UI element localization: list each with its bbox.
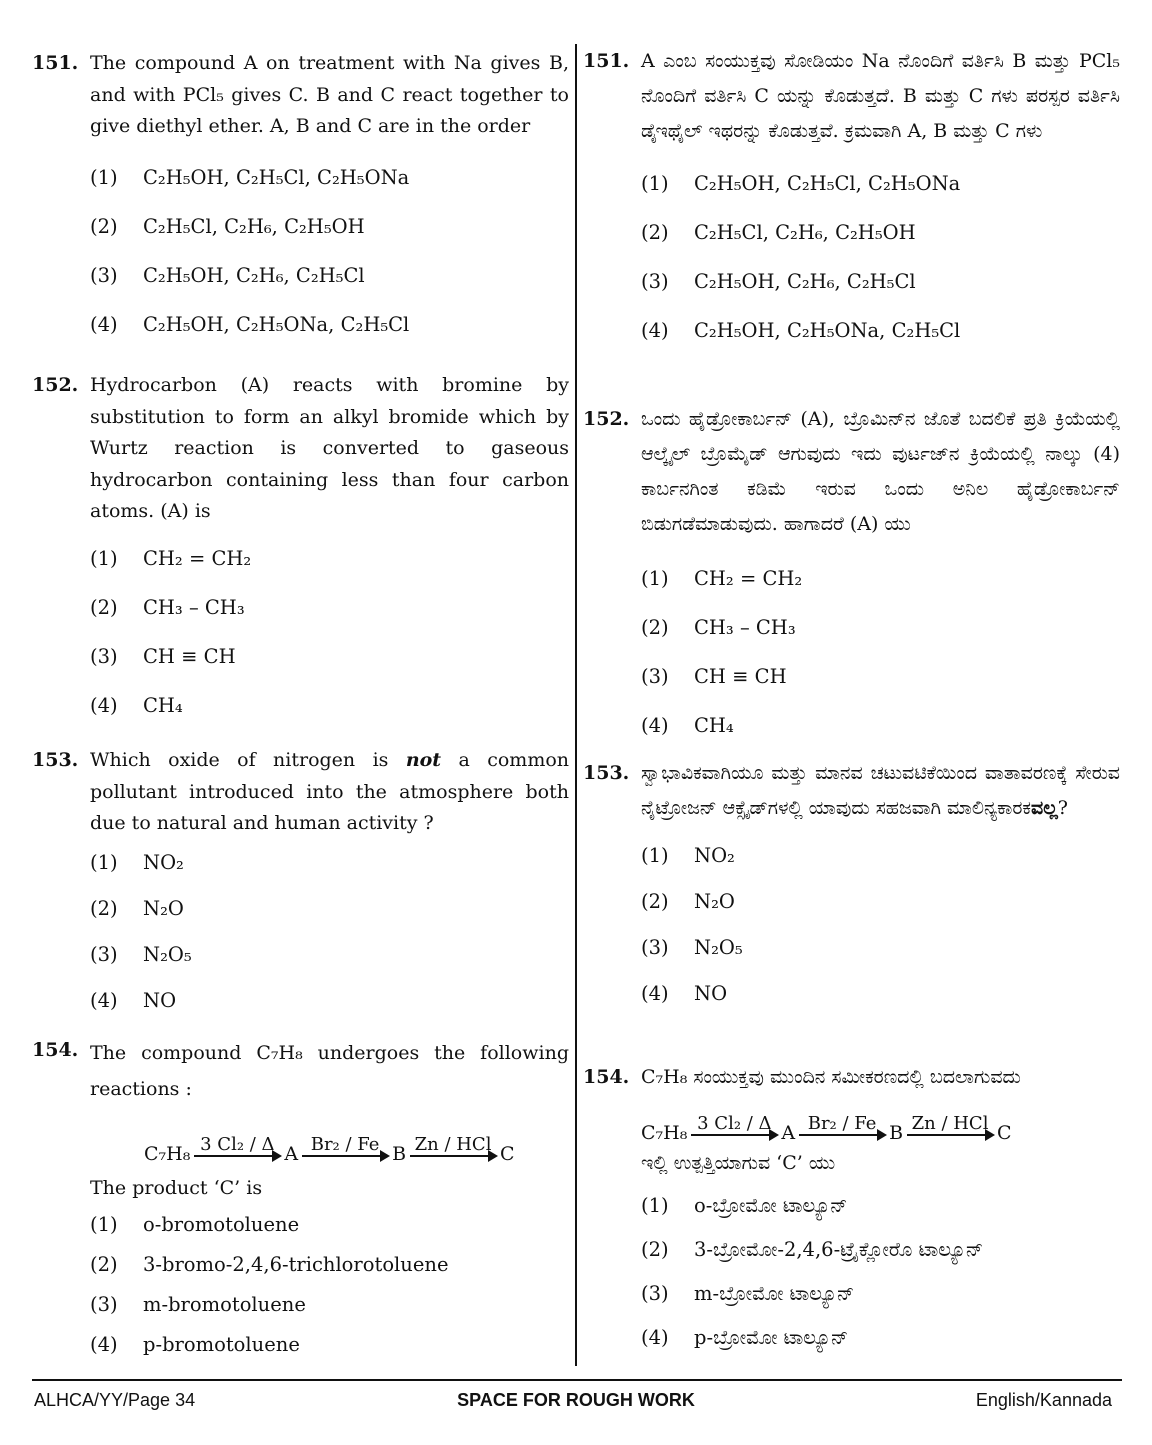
rough-work-label: SPACE FOR ROUGH WORK xyxy=(457,1390,695,1410)
option-3: (3) N₂O₅ xyxy=(90,943,192,966)
column-divider xyxy=(575,44,577,1366)
option-4: (4) CH₄ xyxy=(90,693,183,717)
option-2: (2) C₂H₅Cl, C₂H₆, C₂H₅OH xyxy=(641,221,916,244)
arrow-icon xyxy=(691,1134,777,1136)
question-151-kn xyxy=(583,44,1120,355)
option-4: (4) NO xyxy=(90,989,177,1012)
reaction-scheme: C₇H₈ 3 Cl₂ / Δ A Br₂ / Fe B Zn / HCl C xyxy=(144,1134,515,1165)
option-3: (3) C₂H₅OH, C₂H₆, C₂H₅Cl xyxy=(641,270,916,293)
page-id: ALHCA/YY/Page 34 xyxy=(34,1390,196,1410)
arrow-icon xyxy=(194,1155,280,1157)
option-4: (4) NO xyxy=(641,981,728,1005)
question-prompt: The product ‘C’ is xyxy=(90,1177,263,1199)
option-3: (3) N₂O₅ xyxy=(641,935,743,959)
question-152-en xyxy=(32,370,569,730)
option-1: (1) CH₂ = CH₂ xyxy=(641,567,803,590)
question-number: 151. xyxy=(32,52,79,74)
option-1: (1) NO₂ xyxy=(641,843,735,867)
question-number: 154. xyxy=(32,1039,79,1061)
arrow-icon xyxy=(907,1134,993,1136)
option-4: (4) C₂H₅OH, C₂H₅ONa, C₂H₅Cl xyxy=(90,312,410,336)
option-4: (4) p-ಬ್ರೋಮೋ ಟಾಲ್ಯೂನ್ xyxy=(641,1325,849,1349)
option-2: (2) 3-ಬ್ರೋಮೋ-2,4,6-ಟ್ರೈಕ್ಲೋರೊ ಟಾಲ್ಯೂನ್ xyxy=(641,1237,984,1261)
question-number: 151. xyxy=(583,50,630,72)
option-1: (1) CH₂ = CH₂ xyxy=(90,546,252,570)
question-number: 152. xyxy=(583,408,630,430)
option-4: (4) p-bromotoluene xyxy=(90,1332,300,1356)
question-text: ಒಂದು ಹೈಡ್ರೋಕಾರ್ಬನ್ (A), ಬ್ರೊಮಿನ್‌ನ ಜೊತೆ ಬದಲಿಕೆ ಪ್ರತಿ ಕ್ರಿಯೆಯಲ್ಲಿ ಆಲ್ಕೈಲ್ ಬ್ರೊಮೈಡ್ ಆಗುವುದು ಇದು ವುರ್ಟಜ್‌ನ ಕ್ರಿಯೆಯಲ್ಲಿ ನಾಲ್ಕು (4) ಕಾರ್ಬನಗಿಂತ ಕಡಿಮೆ ಇರುವ ಒಂದು ಅನಿಲ ಹೈಡ್ರೋಕಾರ್ಬನ್ ಬಿಡುಗಡೆಮಾಡುವುದು. ಹಾಗಾದರೆ (A) ಯು xyxy=(641,408,1120,535)
question-153-en xyxy=(32,745,569,1024)
option-2: (2) N₂O xyxy=(90,897,184,920)
question-prompt: ಇಲ್ಲಿ ಉತ್ಪತ್ತಿಯಾಗುವ ‘C’ ಯು xyxy=(641,1152,836,1174)
option-4: (4) C₂H₅OH, C₂H₅ONa, C₂H₅Cl xyxy=(641,319,961,342)
option-3: (3) m-ಬ್ರೋಮೋ ಟಾಲ್ಯೂನ್ xyxy=(641,1281,855,1305)
option-2: (2) CH₃ – CH₃ xyxy=(90,595,245,619)
question-text: The compound A on treatment with Na gives B, and with PCl₅ gives C. B and C react together to give diethyl ether. A, B and C are in the order xyxy=(90,52,569,137)
question-number: 153. xyxy=(583,762,630,784)
question-number: 153. xyxy=(32,749,79,771)
option-1: (1) NO₂ xyxy=(90,851,184,874)
option-1: (1) o-ಬ್ರೋಮೋ ಟಾಲ್ಯೂನ್ xyxy=(641,1193,848,1217)
question-text: A ಎಂಬ ಸಂಯುಕ್ತವು ಸೋಡಿಯಂ Na ನೊಂದಿಗೆ ವರ್ತಿಸಿ B ಮತ್ತು PCl₅ ನೊಂದಿಗೆ ವರ್ತಿಸಿ C ಯನ್ನು ಕೊಡುತ್ತದೆ. B ಮತ್ತು C ಗಳು ಪರಸ್ಪರ ವರ್ತಿಸಿ ಡೈಇಥೈಲ್ ಇಥರನ್ನು ಕೊಡುತ್ತವೆ. ಕ್ರಮವಾಗಿ A, B ಮತ್ತು C ಗಳು xyxy=(641,50,1120,142)
question-text: Which oxide of nitrogen is not a common pollutant introduced into the atmosphere both due to natural and human activity ? xyxy=(90,749,570,834)
option-2: (2) 3-bromo-2,4,6-trichlorotoluene xyxy=(90,1252,449,1276)
option-3: (3) CH ≡ CH xyxy=(641,665,787,688)
option-3: (3) C₂H₅OH, C₂H₆, C₂H₅Cl xyxy=(90,263,365,287)
question-153-kn xyxy=(583,756,1120,1016)
option-2: (2) N₂O xyxy=(641,889,735,913)
arrow-icon xyxy=(410,1155,496,1157)
option-4: (4) CH₄ xyxy=(641,714,734,737)
question-text: ಸ್ವಾಭಾವಿಕವಾಗಿಯೂ ಮತ್ತು ಮಾನವ ಚಟುವಟಿಕೆಯಿಂದ ವಾತಾವರಣಕ್ಕೆ ಸೇರುವ ನೈಟ್ರೋಜನ್ ಆಕ್ಸೈಡ್‌ಗಳಲ್ಲಿ ಯಾವುದು ಸಹಜವಾಗಿ ಮಾಲಿನ್ಯಕಾರಕವಲ್ಲ? xyxy=(641,762,1120,819)
question-152-kn xyxy=(583,402,1120,750)
question-151-en xyxy=(32,48,569,349)
question-154-kn xyxy=(583,1060,1120,1359)
option-2: (2) CH₃ – CH₃ xyxy=(641,616,796,639)
question-text: C₇H₈ ಸಂಯುಕ್ತವು ಮುಂದಿನ ಸಮೀಕರಣದಲ್ಲಿ ಬದಲಾಗುವದು xyxy=(641,1066,1021,1088)
question-154-en xyxy=(32,1035,569,1364)
arrow-icon xyxy=(799,1134,885,1136)
option-1: (1) C₂H₅OH, C₂H₅Cl, C₂H₅ONa xyxy=(641,172,961,195)
question-number: 152. xyxy=(32,374,79,396)
question-text: The compound C₇H₈ undergoes the following reactions : xyxy=(90,1042,569,1100)
option-1: (1) o-bromotoluene xyxy=(90,1212,300,1236)
option-3: (3) m-bromotoluene xyxy=(90,1292,306,1316)
footer-rule xyxy=(32,1379,1122,1381)
option-3: (3) CH ≡ CH xyxy=(90,644,236,668)
arrow-icon xyxy=(302,1155,388,1157)
reaction-scheme: C₇H₈ 3 Cl₂ / Δ A Br₂ / Fe B Zn / HCl C xyxy=(641,1113,1012,1144)
option-2: (2) C₂H₅Cl, C₂H₆, C₂H₅OH xyxy=(90,214,365,238)
question-number: 154. xyxy=(583,1066,630,1088)
question-text: Hydrocarbon (A) reacts with bromine by substitution to form an alkyl bromide which by Wurtz reaction is converted to gaseous hydrocarbon containing less than four carbon atoms. (A) is xyxy=(90,374,569,522)
option-1: (1) C₂H₅OH, C₂H₅Cl, C₂H₅ONa xyxy=(90,165,410,189)
language-label: English/Kannada xyxy=(975,1390,1112,1410)
